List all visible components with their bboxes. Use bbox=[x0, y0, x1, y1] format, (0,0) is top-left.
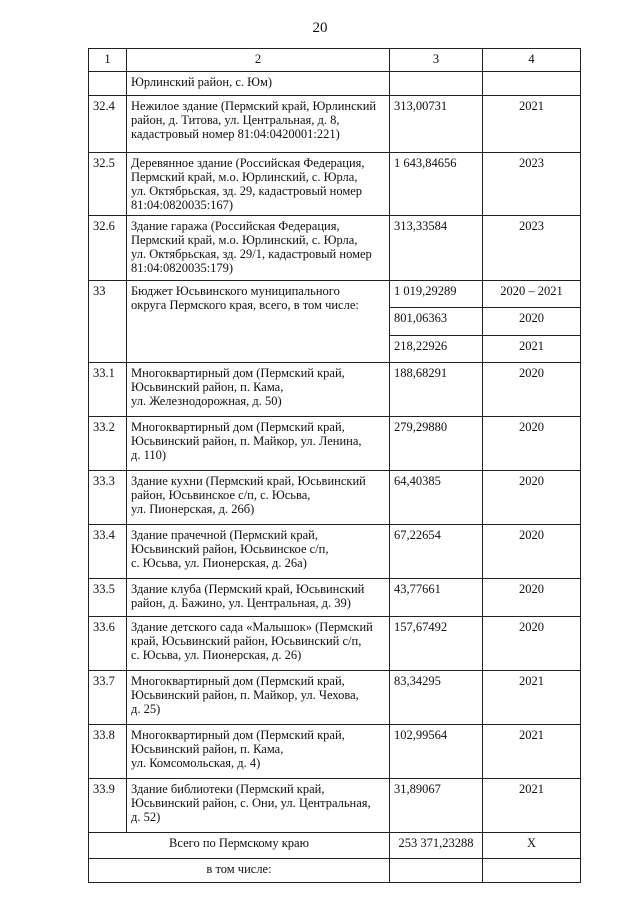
row-description-line: ул. Железнодорожная, д. 50) bbox=[131, 394, 282, 408]
table-row bbox=[89, 579, 581, 617]
table-row-total bbox=[89, 833, 581, 859]
row-description-line: Многоквартирный дом (Пермский край, bbox=[131, 674, 345, 688]
table-row bbox=[89, 471, 581, 525]
row-description bbox=[127, 216, 390, 281]
row-year: 2020 bbox=[483, 471, 581, 525]
row-value: 64,40385 bbox=[390, 471, 483, 525]
row-description-line: Юсьвинский район, Юсьвинское с/п, bbox=[131, 542, 329, 556]
row-description bbox=[127, 363, 390, 417]
row-value: 218,22926 bbox=[390, 336, 483, 363]
row-description-line: Здание прачечной (Пермский край, bbox=[131, 528, 318, 542]
row-description bbox=[127, 671, 390, 725]
row-number: 32.5 bbox=[89, 153, 127, 216]
row-description-line: Юсьвинский район, с. Они, ул. Центральная, bbox=[131, 796, 371, 810]
row-year: 2020 bbox=[483, 617, 581, 671]
row-description-line: ул. Пионерская, д. 26б) bbox=[131, 502, 255, 516]
row-value: 31,89067 bbox=[390, 779, 483, 833]
row-value: 102,99564 bbox=[390, 725, 483, 779]
row-description bbox=[127, 617, 390, 671]
row-description-line: д. 52) bbox=[131, 810, 161, 824]
row-number: 32.4 bbox=[89, 96, 127, 153]
row-description-line: Юсьвинский район, п. Кама, bbox=[131, 380, 284, 394]
header-cell-1: 1 bbox=[89, 49, 127, 72]
total-year: X bbox=[483, 833, 581, 859]
table-header-row bbox=[89, 49, 581, 72]
row-description-line: д. 110) bbox=[131, 448, 167, 462]
row-description-line: Здание гаража (Российская Федерация, bbox=[131, 219, 340, 233]
row-number: 33 bbox=[89, 281, 127, 363]
row-description-line: округа Пермского края, всего, в том числе: bbox=[131, 298, 359, 312]
row-value: 279,29880 bbox=[390, 417, 483, 471]
row-year: 2020 bbox=[483, 579, 581, 617]
header-cell-2: 2 bbox=[127, 49, 390, 72]
page-number: 20 bbox=[312, 20, 328, 36]
row-value: 801,06363 bbox=[390, 308, 483, 336]
row-description-line: Пермский край, м.о. Юрлинский, с. Юрла, bbox=[131, 233, 358, 247]
row-description bbox=[127, 579, 390, 617]
row-description bbox=[127, 96, 390, 153]
row-description bbox=[127, 281, 390, 363]
including-year-empty bbox=[483, 859, 581, 883]
row-value: 43,77661 bbox=[390, 579, 483, 617]
row-year: 2021 bbox=[483, 779, 581, 833]
row-description-line: Здание клуба (Пермский край, Юсьвинский bbox=[131, 582, 365, 596]
row-description-line: Нежилое здание (Пермский край, Юрлинский bbox=[131, 99, 377, 113]
row-value: 188,68291 bbox=[390, 363, 483, 417]
row-value: 1 019,29289 bbox=[390, 281, 483, 308]
including-value-empty bbox=[390, 859, 483, 883]
row-description bbox=[127, 471, 390, 525]
row-number: 33.8 bbox=[89, 725, 127, 779]
row-description-line: Здание библиотеки (Пермский край, bbox=[131, 782, 325, 796]
row-description-line: край, Юсьвинский район, Юсьвинский с/п, bbox=[131, 634, 362, 648]
row-year: 2021 bbox=[483, 671, 581, 725]
including-label: в том числе: bbox=[89, 859, 390, 883]
row-number bbox=[89, 72, 127, 96]
row-number: 33.6 bbox=[89, 617, 127, 671]
header-cell-4: 4 bbox=[483, 49, 581, 72]
row-description bbox=[127, 417, 390, 471]
row-description-line: Юсьвинский район, п. Кама, bbox=[131, 742, 284, 756]
row-description-line: Бюджет Юсьвинского муниципального bbox=[131, 284, 340, 298]
table-row bbox=[89, 671, 581, 725]
row-description-line: 81:04:0820035:167) bbox=[131, 198, 234, 212]
table-row bbox=[89, 363, 581, 417]
row-description-line: Юсьвинский район, п. Майкор, ул. Ленина, bbox=[131, 434, 362, 448]
row-value bbox=[390, 72, 483, 96]
row-description-line: район, д. Титова, ул. Центральная, д. 8, bbox=[131, 113, 340, 127]
row-year: 2020 bbox=[483, 308, 581, 336]
row-description-line: ул. Октябрьская, зд. 29, кадастровый номер bbox=[131, 184, 363, 198]
row-description-line: район, д. Бажино, ул. Центральная, д. 39) bbox=[131, 596, 351, 610]
row-year: 2023 bbox=[483, 216, 581, 281]
table-row-including bbox=[89, 859, 581, 883]
row-value: 157,67492 bbox=[390, 617, 483, 671]
table-row bbox=[89, 779, 581, 833]
row-year: 2021 bbox=[483, 96, 581, 153]
row-value: 1 643,84656 bbox=[390, 153, 483, 216]
total-label: Всего по Пермскому краю bbox=[89, 833, 390, 859]
row-year bbox=[483, 72, 581, 96]
row-number: 33.7 bbox=[89, 671, 127, 725]
row-description-line: Многоквартирный дом (Пермский край, bbox=[131, 728, 345, 742]
table-row bbox=[89, 725, 581, 779]
row-number: 33.9 bbox=[89, 779, 127, 833]
row-value: 313,33584 bbox=[390, 216, 483, 281]
row-description-line: с. Юсьва, ул. Пионерская, д. 26а) bbox=[131, 556, 307, 570]
total-value: 253 371,23288 bbox=[390, 833, 483, 859]
row-value: 67,22654 bbox=[390, 525, 483, 579]
row-description-line: Деревянное здание (Российская Федерация, bbox=[131, 156, 365, 170]
row-description-line: Пермский край, м.о. Юрлинский, с. Юрла, bbox=[131, 170, 358, 184]
row-description bbox=[127, 72, 390, 96]
row-description-line: Здание кухни (Пермский край, Юсьвинский bbox=[131, 474, 366, 488]
row-description bbox=[127, 779, 390, 833]
row-number: 33.1 bbox=[89, 363, 127, 417]
row-number: 33.3 bbox=[89, 471, 127, 525]
table-row bbox=[89, 153, 581, 216]
row-number: 32.6 bbox=[89, 216, 127, 281]
row-description-line: 81:04:0820035:179) bbox=[131, 261, 234, 275]
row-year: 2020 bbox=[483, 363, 581, 417]
row-year: 2021 bbox=[483, 336, 581, 363]
row-description-line: район, Юсьвинское с/п, с. Юсьва, bbox=[131, 488, 311, 502]
table-row-continuation bbox=[89, 72, 581, 96]
row-description-line: Юрлинский район, с. Юм) bbox=[131, 75, 273, 89]
row-year: 2023 bbox=[483, 153, 581, 216]
row-description bbox=[127, 153, 390, 216]
row-description-line: Многоквартирный дом (Пермский край, bbox=[131, 366, 345, 380]
row-description-line: ул. Октябрьская, зд. 29/1, кадастровый номер bbox=[131, 247, 372, 261]
row-description-line: Юсьвинский район, п. Майкор, ул. Чехова, bbox=[131, 688, 359, 702]
row-description-line: Многоквартирный дом (Пермский край, bbox=[131, 420, 345, 434]
row-description-line: кадастровый номер 81:04:0420001:221) bbox=[131, 127, 340, 141]
registry-table bbox=[88, 48, 581, 883]
row-value: 83,34295 bbox=[390, 671, 483, 725]
row-number: 33.5 bbox=[89, 579, 127, 617]
row-year: 2021 bbox=[483, 725, 581, 779]
row-value: 313,00731 bbox=[390, 96, 483, 153]
header-cell-3: 3 bbox=[390, 49, 483, 72]
row-number: 33.2 bbox=[89, 417, 127, 471]
row-description bbox=[127, 525, 390, 579]
row-year: 2020 bbox=[483, 417, 581, 471]
row-description-line: Здание детского сада «Малышок» (Пермский bbox=[131, 620, 373, 634]
table-row-budget bbox=[89, 281, 581, 308]
table-row bbox=[89, 96, 581, 153]
table-row bbox=[89, 417, 581, 471]
row-description-line: ул. Комсомольская, д. 4) bbox=[131, 756, 261, 770]
table-row bbox=[89, 525, 581, 579]
table-row bbox=[89, 216, 581, 281]
row-year: 2020 – 2021 bbox=[483, 281, 581, 308]
row-number: 33.4 bbox=[89, 525, 127, 579]
row-description bbox=[127, 725, 390, 779]
row-description-line: д. 25) bbox=[131, 702, 161, 716]
row-year: 2020 bbox=[483, 525, 581, 579]
row-description-line: с. Юсьва, ул. Пионерская, д. 26) bbox=[131, 648, 302, 662]
table-row bbox=[89, 617, 581, 671]
